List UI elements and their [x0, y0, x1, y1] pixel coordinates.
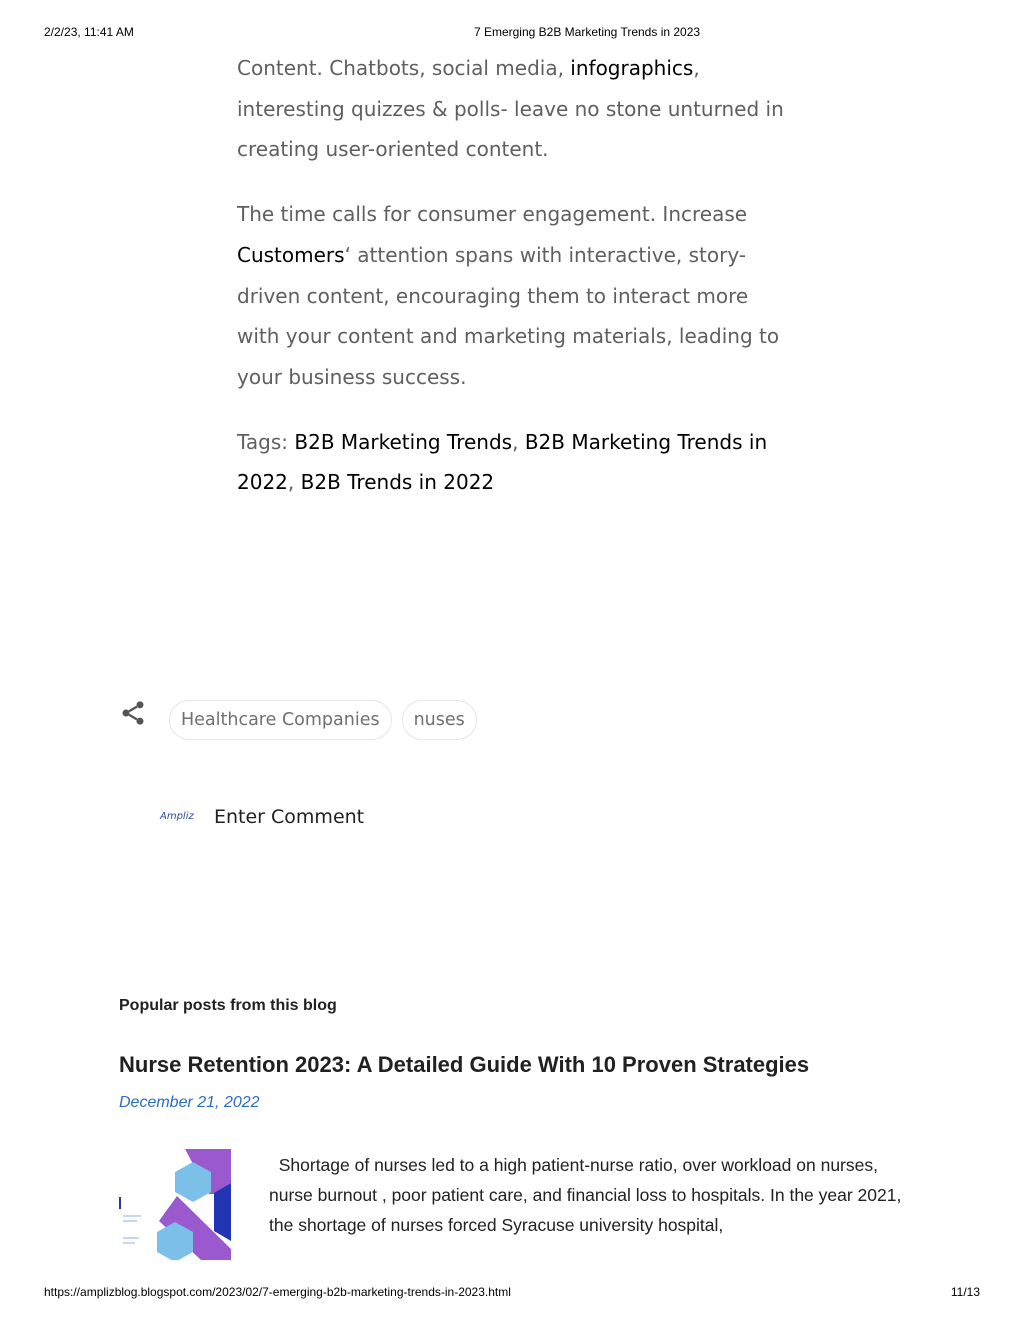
paragraph-content	[237, 48, 797, 170]
tag-link[interactable]: B2B Trends in 2022	[300, 470, 495, 495]
tag-link[interactable]: B2B Marketing Trends	[294, 429, 513, 454]
post-excerpt: Shortage of nurses led to a high patient-nurse ratio, over workload on nurses, nurse burnout , poor patient care, and financial loss to hospitals. In the year 2021, the shortage of nurses forced Syracuse university hospital,	[269, 1155, 907, 1235]
label-chip-healthcare-companies[interactable]: Healthcare Companies	[169, 700, 392, 740]
post-thumbnail[interactable]	[119, 1149, 231, 1260]
infographics-link[interactable]: infographics	[570, 56, 694, 80]
print-url: https://amplizblog.blogspot.com/2023/02/7-emerging-b2b-marketing-trends-in-2023.html	[44, 1285, 511, 1299]
post-date: December 21, 2022	[119, 1094, 260, 1111]
tags-label: Tags:	[237, 429, 295, 454]
comment-box[interactable]	[160, 800, 364, 834]
ampliz-logo: Ampliz	[160, 811, 194, 822]
label-chip-nuses[interactable]: nuses	[402, 700, 477, 740]
article-body	[237, 48, 797, 527]
thumbnail-graphic	[119, 1149, 231, 1260]
print-title: 7 Emerging B2B Marketing Trends in 2023	[473, 25, 701, 39]
print-header	[0, 25, 1024, 41]
print-date: 2/2/23, 11:41 AM	[44, 25, 134, 39]
share-labels-row	[119, 698, 487, 742]
tag-link[interactable]: B2B Marketing Trends in 2022	[237, 429, 768, 495]
page-number: 11/13	[950, 1285, 980, 1299]
tags-line	[237, 422, 797, 503]
tag-separator: ,	[287, 470, 301, 495]
text: , interesting quizzes & polls- leave no stone unturned in creating user-oriented content.	[237, 56, 784, 162]
share-icon[interactable]	[119, 699, 147, 727]
post-title[interactable]: Nurse Retention 2023: A Detailed Guide With 10 Proven Strategies	[119, 1052, 810, 1077]
paragraph-engagement	[237, 194, 797, 398]
popular-posts-heading: Popular posts from this blog	[119, 997, 337, 1014]
text: Content. Chatbots, social media,	[237, 56, 571, 80]
text: The time calls for consumer engagement. Increase	[237, 202, 748, 227]
customers-link[interactable]: Customers	[237, 242, 345, 267]
enter-comment-field[interactable]: Enter Comment	[214, 806, 365, 828]
tag-separator: ,	[512, 429, 525, 454]
text: ‘ attention spans with interactive, story-driven content, encouraging them to interact more with your content and marketing materials, leading to your business success.	[237, 242, 780, 389]
print-footer	[0, 1285, 1024, 1301]
